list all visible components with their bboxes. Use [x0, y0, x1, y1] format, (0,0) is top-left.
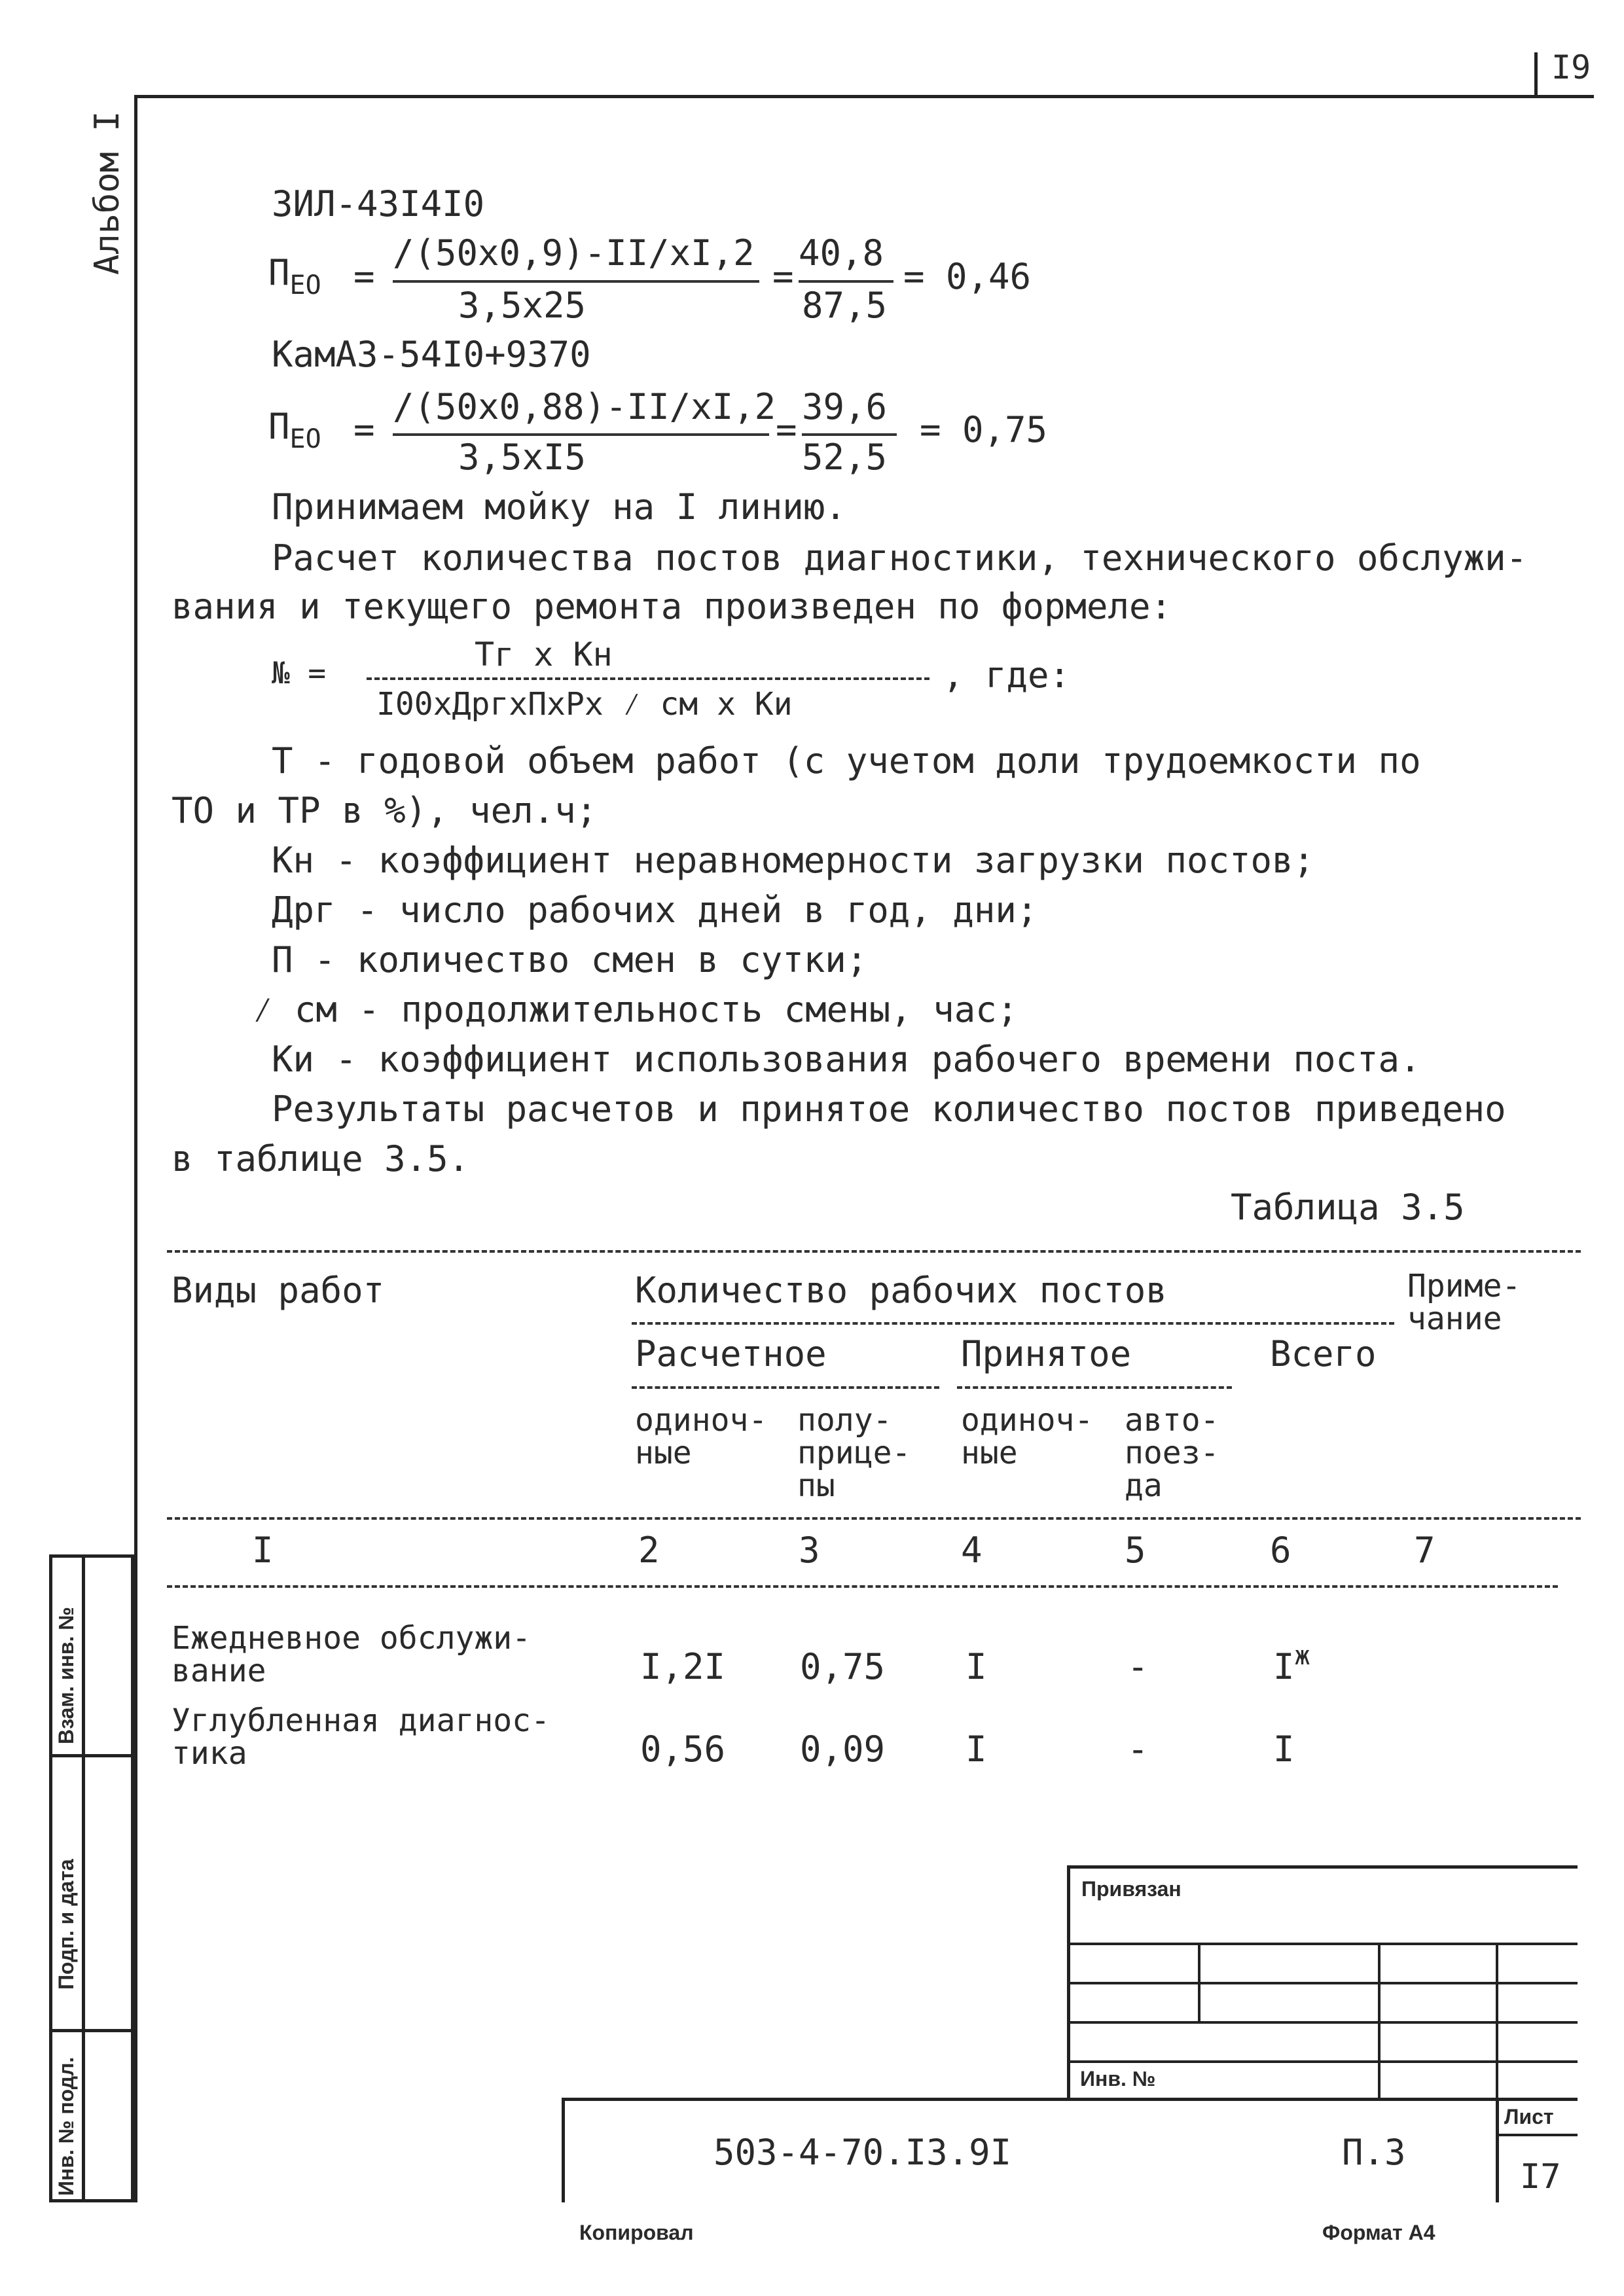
def-ki: Ки - коэффициент использования рабочего времени поста. — [272, 1039, 1421, 1080]
col-num-6: 6 — [1270, 1530, 1291, 1571]
header-single-2: одиноч-ные — [961, 1402, 1094, 1471]
side-stamp-divider — [82, 1554, 85, 2202]
header-post-count: Количество рабочих постов — [635, 1270, 1167, 1311]
zil-fraction-bar2 — [799, 280, 893, 283]
top-frame-line — [134, 95, 1594, 98]
zil-numerator2: 40,8 — [799, 232, 884, 274]
kamaz-fraction-bar — [393, 433, 769, 436]
sheet-number: I7 — [1520, 2157, 1561, 2197]
header-under-accepted — [957, 1386, 1232, 1389]
binding-col1 — [1198, 1943, 1200, 2021]
header-accepted: Принятое — [961, 1333, 1132, 1374]
def-t-line2: ТО и ТР в %), чел.ч; — [171, 790, 598, 831]
kamaz-result: = 0,75 — [920, 409, 1048, 450]
row1-acc-road: - — [1127, 1646, 1149, 1687]
binding-row2 — [1067, 1982, 1578, 1984]
formula-denominator: I00xДргxПxPx ⁄ см x Ки — [376, 686, 793, 723]
row1-total: $I^ж$ — [1273, 1641, 1310, 1687]
side-stamp-inv-podl: Инв. № подл. — [54, 2056, 78, 2196]
binding-label: Привязан — [1081, 1877, 1182, 1901]
binding-row3 — [1067, 2021, 1578, 2024]
title-sheet-divider — [1496, 2098, 1499, 2202]
row1-calc-semi: 0,75 — [800, 1646, 886, 1687]
table-caption: Таблица 3.5 — [1231, 1187, 1465, 1228]
row1-calc-single: I,2I — [640, 1646, 726, 1687]
row2-calc-single: 0,56 — [640, 1729, 726, 1770]
results-line2: в таблице 3.5. — [171, 1138, 470, 1179]
footer-format: Формат А4 — [1322, 2221, 1435, 2244]
header-work-types: Виды работ — [171, 1270, 385, 1311]
calc-intro-line2: вания и текущего ремонта произведен по формеле: — [171, 586, 1172, 627]
def-kn: Кн - коэффициент неравномерности загрузки постов; — [272, 840, 1315, 881]
zil-denominator: 3,5x25 — [458, 285, 586, 326]
header-under-calc — [632, 1386, 939, 1389]
row2-calc-semi: 0,09 — [800, 1729, 886, 1770]
row2-acc-single: I — [965, 1729, 987, 1770]
binding-row4 — [1067, 2060, 1578, 2063]
col-num-3: 3 — [799, 1530, 820, 1571]
kamaz-numerator2: 39,6 — [802, 386, 888, 427]
col-num-7: 7 — [1414, 1530, 1435, 1571]
formula-where: , где: — [943, 655, 1071, 696]
page-number: I9 — [1551, 48, 1591, 86]
def-p: П - количество смен в сутки; — [272, 939, 868, 980]
formula-fraction-bar — [367, 677, 929, 680]
row2-total: I — [1273, 1729, 1295, 1770]
kamaz-eq2: = — [776, 409, 797, 450]
accept-wash-text: Принимаем мойку на I линию. — [272, 486, 846, 528]
def-t-line1: Т - годовой объем работ (с учетом доли трудоемкости по — [272, 740, 1421, 781]
calc-intro-line1: Расчет количества постов диагностики, технического обслужи- — [272, 537, 1528, 579]
side-stamp-podp-data: Подп. и дата — [54, 1859, 78, 1990]
header-under-posts — [632, 1322, 1394, 1325]
side-stamp-sep1 — [49, 1754, 134, 1757]
zil-model: ЗИЛ-43I4I0 — [272, 183, 485, 224]
col-num-1: I — [252, 1530, 274, 1571]
zil-eq2: = — [772, 256, 794, 297]
kamaz-fraction-bar2 — [802, 433, 897, 436]
header-note: Приме-чание — [1407, 1268, 1521, 1337]
col-num-4: 4 — [961, 1530, 983, 1571]
header-semitrailers: полу-прице-пы — [797, 1402, 911, 1504]
title-sheet-sep — [1496, 2134, 1578, 2136]
col-num-2: 2 — [638, 1530, 660, 1571]
row1-acc-single: I — [965, 1646, 987, 1687]
zil-numerator: /(50x0,9)-II/xI,2 — [393, 232, 755, 274]
table-top-line — [167, 1250, 1581, 1253]
zil-denominator2: 87,5 — [802, 285, 888, 326]
def-drg: Дрг - число рабочих дней в год, дни; — [272, 889, 1038, 931]
sheet-label: Лист — [1504, 2105, 1554, 2128]
page-number-tick — [1534, 52, 1538, 97]
row2-name: Углубленная диагнос-тика — [171, 1702, 550, 1772]
header-bottom-line — [167, 1517, 1581, 1520]
col-num-5: 5 — [1125, 1530, 1146, 1571]
row2-acc-road: - — [1127, 1729, 1149, 1770]
kamaz-eq: = — [353, 409, 375, 450]
formula-lhs: № = — [272, 655, 327, 691]
zil-result: = 0,46 — [903, 256, 1032, 297]
binding-col2 — [1378, 1943, 1380, 2101]
binding-inv-label: Инв. № — [1080, 2067, 1156, 2090]
header-road-trains: авто-поез-да — [1125, 1402, 1219, 1504]
kamaz-model: КамАЗ-54I0+9370 — [272, 334, 591, 375]
header-calculated: Расчетное — [635, 1333, 827, 1374]
footer-copied: Копировал — [579, 2221, 694, 2244]
side-stamp-vzam-inv: Взам. инв. № — [54, 1607, 78, 1744]
zil-eq: = — [353, 256, 375, 297]
left-frame-line — [134, 95, 137, 2202]
kamaz-lhs: $П_{ЕО}$ — [268, 406, 321, 454]
def-tsm: ⁄ см - продолжительность смены, час; — [252, 989, 1019, 1030]
results-line1: Результаты расчетов и принятое количество постов приведено — [272, 1088, 1506, 1130]
kamaz-denominator: 3,5xI5 — [458, 437, 586, 478]
side-stamp-sep2 — [49, 2029, 134, 2032]
kamaz-denominator2: 52,5 — [802, 437, 888, 478]
binding-col3 — [1496, 1943, 1498, 2101]
document-code: 503-4-70.I3.9I — [713, 2132, 1012, 2173]
formula-numerator: Тг x Кн — [475, 636, 613, 673]
album-label: Альбом I — [88, 111, 127, 275]
document-section: П.3 — [1342, 2132, 1406, 2173]
kamaz-numerator: /(50x0,88)-II/xI,2 — [393, 386, 776, 427]
row1-name: Ежедневное обслужи-вание — [171, 1620, 532, 1689]
header-total: Всего — [1270, 1333, 1377, 1374]
header-single-1: одиноч-ные — [635, 1402, 768, 1471]
col-nums-bottom-line — [167, 1585, 1558, 1588]
binding-row1 — [1067, 1943, 1578, 1945]
zil-lhs: $П_{ЕО}$ — [268, 252, 321, 300]
zil-fraction-bar — [393, 280, 759, 283]
